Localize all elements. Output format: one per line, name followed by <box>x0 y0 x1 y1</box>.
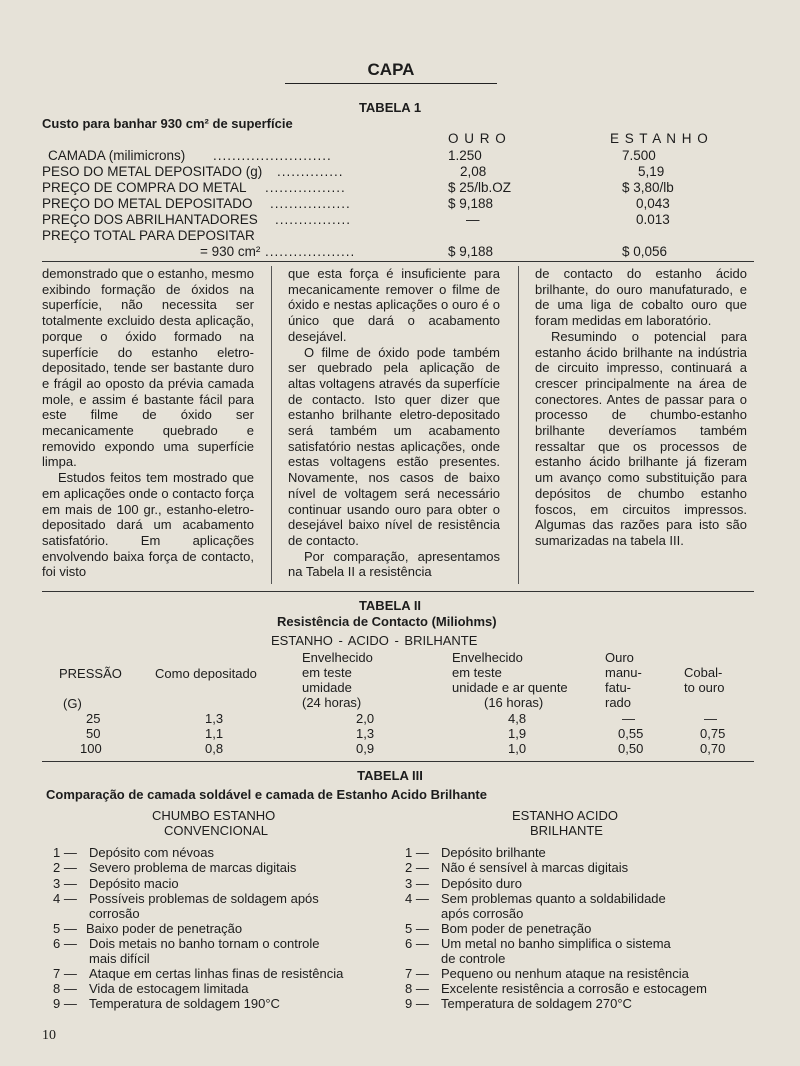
table2-cell: 0,75 <box>700 726 726 741</box>
list-item: Temperatura de soldagem 270°C <box>441 996 632 1011</box>
list-item-number: 9 — <box>405 996 429 1011</box>
table1-bottom-rule <box>42 261 754 262</box>
list-item: Depósito com névoas <box>89 845 215 860</box>
list-item: Baixo poder de penetração <box>86 921 243 936</box>
table2-subtitle: Resistência de Contacto (Miliohms) <box>277 614 497 629</box>
table1-row-gold: $ 9,188 <box>448 196 494 211</box>
list-item-number: 5 — <box>405 921 429 936</box>
table2-header-gold: rado <box>605 695 632 710</box>
table2-cell: 1,3 <box>356 726 375 741</box>
table2-header-aged-heat: unidade e ar quente <box>452 680 568 695</box>
list-item: Temperatura de soldagem 190°C <box>89 996 280 1011</box>
table2-header-unit: (G) <box>63 696 82 711</box>
column-divider <box>518 266 519 584</box>
list-item-number: 7 — <box>53 966 77 981</box>
list-item-number: 2 — <box>405 860 429 875</box>
list-item: Dois metais no banho tornam o controle <box>89 936 320 951</box>
table1-row-dots: ................. <box>270 196 351 211</box>
text-column-3 <box>535 266 747 549</box>
list-item: Possíveis problemas de soldagem após <box>89 891 319 906</box>
table1-row-dots: ................... <box>265 244 356 259</box>
list-item-number: 6 — <box>405 936 429 951</box>
list-item-number: 3 — <box>53 876 77 891</box>
table2-cell: 0,50 <box>618 741 644 756</box>
list-item: Bom poder de penetração <box>441 921 592 936</box>
table1-row-dots: ................. <box>265 180 346 195</box>
list-item-number: 1 — <box>405 845 429 860</box>
table2-cell: 0,55 <box>618 726 644 741</box>
table1-row-dots: ................ <box>275 212 352 227</box>
table1-row-tin: 5,19 <box>638 164 665 179</box>
header-rule <box>285 83 497 84</box>
table1-row-tin: 0.013 <box>636 212 670 227</box>
table1-row-dots: ......................... <box>213 148 332 163</box>
list-item-number: 6 — <box>53 936 77 951</box>
list-item: Severo problema de marcas digitais <box>89 860 297 875</box>
table1-col-gold: O U R O <box>448 131 507 146</box>
table1-row-tin: 7.500 <box>622 148 656 163</box>
table2-header-aged-humidity: (24 horas) <box>302 695 362 710</box>
page-number: 10 <box>42 1028 56 1043</box>
list-item-number: 5 — <box>53 921 77 936</box>
table2-header-aged-humidity: Envelhecido <box>302 650 373 665</box>
table2-cell: 1,9 <box>508 726 527 741</box>
table2-cell: 0,70 <box>700 741 726 756</box>
table2-cell: 1,0 <box>508 741 527 756</box>
paragraph: demonstrado que o estanho, mesmo exibindo formação de óxidos na superfície, não necessita ser totalmente excluido desta aplicação, porque o óxido formado na superfície do estanho eletro-depositado, tende ser bastante duro e frágil ao oposto da prévia camada mole, e assim é bastante fácil para este filme de óxido ser mecanicamente quebrado e removido expondo uma superfície limpa. <box>42 266 254 470</box>
table1-row-label: PREÇO TOTAL PARA DEPOSITAR <box>42 228 255 243</box>
table1-row-label: = 930 cm² <box>200 244 261 259</box>
table2-header-pressure: PRESSÃO <box>59 666 122 681</box>
table2-cell: — <box>622 711 635 726</box>
table2-header-aged-heat: Envelhecido <box>452 650 523 665</box>
list-item-number: 3 — <box>405 876 429 891</box>
paragraph: de contacto do estanho ácido brilhante, do ouro manufaturado, e de uma liga de cobalto ouro que foram medidas em laboratório. <box>535 266 747 329</box>
list-item-number: 4 — <box>53 891 77 906</box>
table1-row-label: PREÇO DOS ABRILHANTADORES <box>42 212 258 227</box>
list-item: Depósito macio <box>89 876 179 891</box>
table3-right-head: ESTANHO ACIDO <box>512 808 618 823</box>
paragraph: Estudos feitos tem mostrado que em aplicações onde o contacto força em mais de 100 gr., estanho-eletro-depositado dará um acabamento satisfatório. Em aplicações envolvendo baixa força de contacto, foi visto <box>42 470 254 580</box>
table2-header-aged-humidity: umidade <box>302 680 352 695</box>
list-item-number: 9 — <box>53 996 77 1011</box>
table1-title: TABELA 1 <box>358 100 422 115</box>
table1-row-gold: $ 9,188 <box>448 244 494 259</box>
list-item: de controle <box>441 951 506 966</box>
text-column-1 <box>42 266 254 580</box>
list-item: Excelente resistência a corrosão e estocagem <box>441 981 707 996</box>
table2-header-cobalt: to ouro <box>684 680 725 695</box>
table1-row-label: PESO DO METAL DEPOSITADO (g) <box>42 164 263 179</box>
list-item-number: 8 — <box>405 981 429 996</box>
list-item: corrosão <box>89 906 140 921</box>
list-item: Sem problemas quanto a soldabilidade <box>441 891 666 906</box>
list-item: Depósito duro <box>441 876 522 891</box>
table2-cell: 4,8 <box>508 711 527 726</box>
table1-row-label: PREÇO DE COMPRA DO METAL <box>42 180 247 195</box>
table2-header-as-deposited: Como depositado <box>155 666 257 681</box>
table1-row-gold: $ 25/lb.OZ <box>448 180 512 195</box>
list-item: Depósito brilhante <box>441 845 546 860</box>
table1-row-tin: 0,043 <box>636 196 670 211</box>
table2-header-gold: Ouro <box>605 650 634 665</box>
table2-cell: 50 <box>86 726 101 741</box>
table2-header-gold: fatu- <box>605 680 632 695</box>
text-column-2 <box>288 266 500 580</box>
table2-cell: 1,1 <box>205 726 224 741</box>
table2-header-aged-heat: em teste <box>452 665 502 680</box>
table2-header-aged-humidity: em teste <box>302 665 352 680</box>
table2-group-header: ESTANHO - ACIDO - BRILHANTE <box>271 633 478 648</box>
table1-row-dots: .............. <box>277 164 344 179</box>
column-divider <box>271 266 272 584</box>
table2-header-gold: manu- <box>605 665 642 680</box>
table1-row-gold: 1.250 <box>448 148 482 163</box>
table2-header-aged-heat: (16 horas) <box>484 695 544 710</box>
list-item-number: 1 — <box>53 845 77 860</box>
section-title: CAPA <box>367 60 415 79</box>
table2-cell: 0,8 <box>205 741 224 756</box>
table3-subtitle: Comparação de camada soldável e camada de Estanho Acido Brilhante <box>46 787 487 802</box>
table1-col-tin: E S T A N H O <box>610 131 709 146</box>
table2-top-rule <box>42 591 754 592</box>
table2-title: TABELA II <box>358 598 422 613</box>
table3-top-rule <box>42 761 754 762</box>
table1-row-gold: — <box>466 212 480 227</box>
paragraph: Por comparação, apresentamos na Tabela II a resistência <box>288 548 500 580</box>
table2-cell: — <box>704 711 717 726</box>
list-item: Um metal no banho simplifica o sistema <box>441 936 671 951</box>
table3-left-head: CONVENCIONAL <box>164 823 269 838</box>
table2-cell: 25 <box>86 711 101 726</box>
table1-row-tin: $ 3,80/lb <box>622 180 674 195</box>
list-item: após corrosão <box>441 906 524 921</box>
paragraph: O filme de óxido pode também ser quebrado pela aplicação de altas voltagens através da superfície de contacto. Isto quer dizer que estanho brilhante eletro-depositado será também um acabamento satisfatório nestas aplicações, onde estas voltagens estão presentes. Novamente, nos casos de baixo nível de voltagem será necessário continuar usando ouro para obter o desejável baixo nível de resistência de contacto. <box>288 344 500 548</box>
table1-row-tin: $ 0,056 <box>622 244 668 259</box>
table1-row-gold: 2,08 <box>460 164 487 179</box>
list-item-number: 8 — <box>53 981 77 996</box>
table3-left-head: CHUMBO ESTANHO <box>152 808 276 823</box>
list-item-number: 2 — <box>53 860 77 875</box>
list-item-number: 7 — <box>405 966 429 981</box>
paragraph: que esta força é insuficiente para mecanicamente remover o filme de óxido e nestas aplicações o ouro é o único que dará o acabamento desejável. <box>288 266 500 344</box>
table1-row-label: PREÇO DO METAL DEPOSITADO <box>42 196 253 211</box>
table2-cell: 0,9 <box>356 741 375 756</box>
list-item: Pequeno ou nenhum ataque na resistência <box>441 966 689 981</box>
table2-cell: 100 <box>80 741 102 756</box>
table1-subtitle: Custo para banhar 930 cm² de superfície <box>42 116 293 131</box>
list-item: Não é sensível à marcas digitais <box>441 860 629 875</box>
list-item: Ataque em certas linhas finas de resistência <box>89 966 344 981</box>
paragraph: Resumindo o potencial para estanho ácido brilhante na indústria de circuito impresso, continuará a crescer principalmente na área de conectores. Antes de passar para o processo de chumbo-estanho brilhante deveríamos também ressaltar que os processos de estanho ácido brilhante já fizeram um avanço como substituição para depósitos de chumbo estanho foscos, em circuitos impressos. Algumas das razões para isto são sumarizadas na tabela III. <box>535 328 747 548</box>
table2-cell: 1,3 <box>205 711 224 726</box>
list-item-number: 4 — <box>405 891 429 906</box>
table2-header-cobalt: Cobal- <box>684 665 723 680</box>
table2-cell: 2,0 <box>356 711 375 726</box>
list-item: Vida de estocagem limitada <box>89 981 249 996</box>
table3-right-head: BRILHANTE <box>530 823 603 838</box>
list-item: mais difícil <box>89 951 150 966</box>
table3-title: TABELA III <box>357 768 423 783</box>
table1-row-label: CAMADA (milimicrons) <box>48 148 186 163</box>
